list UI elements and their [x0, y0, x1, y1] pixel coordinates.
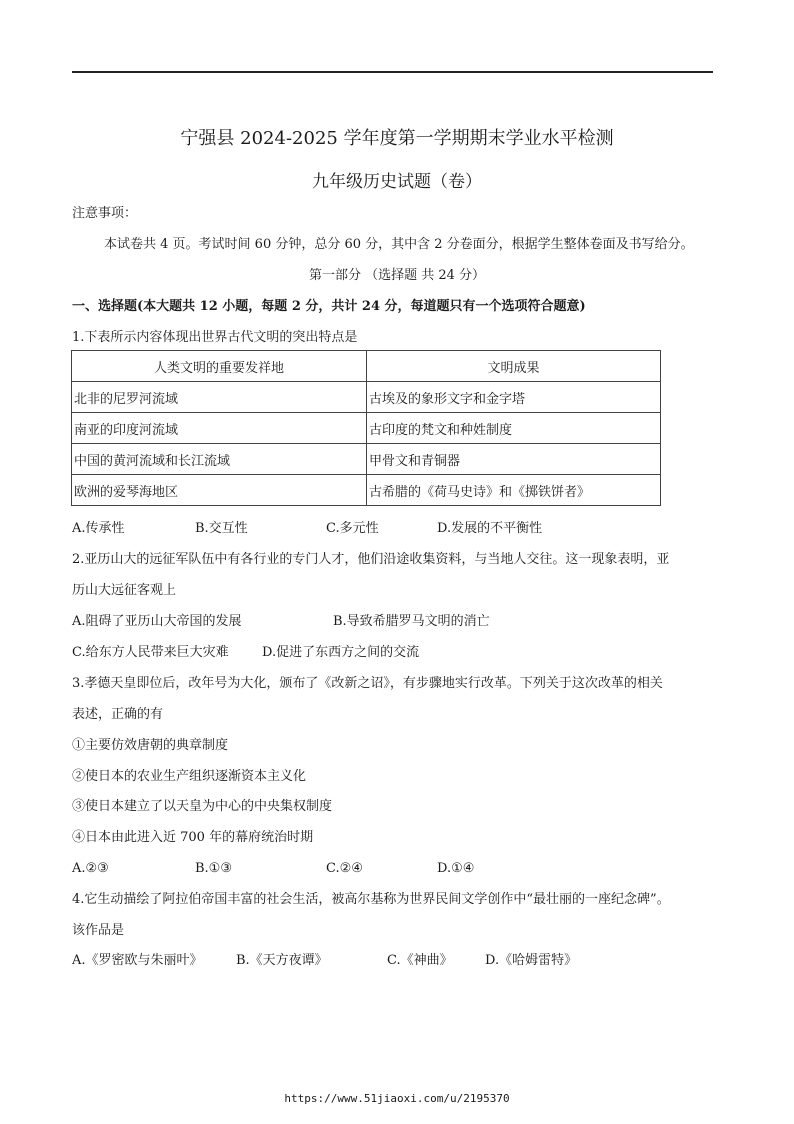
table-row: [72, 475, 661, 506]
table-cell: 南亚的印度河流域: [72, 413, 367, 444]
q1-option-a: A.传承性: [72, 521, 125, 536]
q3-option-d: D.①④: [437, 861, 475, 876]
table-cell: 甲骨文和青铜器: [367, 444, 661, 475]
table-cell: 欧洲的爱琴海地区: [72, 475, 367, 506]
table-row: [72, 413, 661, 444]
civilization-table: [71, 350, 661, 506]
table-cell: 中国的黄河流域和长江流域: [72, 444, 367, 475]
footer-url: https://www.51jiaoxi.com/u/2195370: [284, 1092, 510, 1105]
top-rule: [72, 71, 713, 73]
q1-option-c: C.多元性: [326, 521, 379, 536]
q3-item-4: ④日本由此进入近 700 年的幕府统治时期: [72, 830, 314, 845]
q3-option-c: C.②④: [326, 861, 363, 876]
table-cell: 北非的尼罗河流域: [72, 382, 367, 413]
q3-item-3: ③使日本建立了以天皇为中心的中央集权制度: [72, 799, 333, 814]
table-header-row: [72, 351, 661, 382]
q2-option-b: B.导致希腊罗马文明的消亡: [333, 614, 490, 629]
q1-stem: 1.下表所示内容体现出世界古代文明的突出特点是: [72, 330, 358, 345]
exam-subtitle: 九年级历史试题（卷）: [312, 172, 482, 192]
exam-title: 宁强县 2024-2025 学年度第一学期期末学业水平检测: [180, 128, 614, 149]
q3-option-b: B.①③: [195, 861, 232, 876]
table-cell: 古埃及的象形文字和金字塔: [367, 382, 661, 413]
q1-option-d: D.发展的不平衡性: [437, 521, 543, 536]
notice-label: 注意事项：: [72, 206, 138, 221]
q1-option-b: B.交互性: [195, 521, 248, 536]
q2-option-d: D.促进了东西方之间的交流: [262, 645, 420, 660]
q3-stem-line2: 表述，正确的有: [72, 707, 164, 722]
q4-option-c: C.《神曲》: [387, 953, 453, 968]
q3-stem-line1: 3.孝德天皇即位后，改年号为大化，颁布了《改新之诏》，有步骤地实行改革。下列关于这次改革的相关: [72, 676, 663, 691]
table-header-cell: 人类文明的重要发祥地: [72, 351, 367, 382]
q2-option-c: C.给东方人民带来巨大灾难: [72, 645, 229, 660]
q4-option-d: D.《哈姆雷特》: [485, 953, 578, 968]
q3-item-1: ①主要仿效唐朝的典章制度: [72, 738, 229, 753]
q3-option-a: A.②③: [72, 861, 109, 876]
section-heading: 一、选择题(本大题共 12 小题，每题 2 分，共计 24 分，每道题只有一个选项符合题意): [72, 299, 586, 314]
q3-item-2: ②使日本的农业生产组织逐渐资本主义化: [72, 769, 307, 784]
table-row: [72, 382, 661, 413]
table-header-cell: 文明成果: [367, 351, 661, 382]
table-row: [72, 444, 661, 475]
q4-option-a: A.《罗密欧与朱丽叶》: [72, 953, 203, 968]
q4-stem-line2: 该作品是: [72, 923, 125, 938]
q4-option-b: B.《天方夜谭》: [236, 953, 328, 968]
table-cell: 古希腊的《荷马史诗》和《掷铁饼者》: [367, 475, 661, 506]
q4-stem-line1: 4.它生动描绘了阿拉伯帝国丰富的社会生活，被高尔基称为世界民间文学创作中“最壮丽的一座纪念碑”。: [72, 892, 670, 907]
part1-title: 第一部分 （选择题 共 24 分）: [308, 268, 486, 283]
q2-stem-line2: 历山大远征客观上: [72, 583, 177, 598]
table-cell: 古印度的梵文和种姓制度: [367, 413, 661, 444]
notice-text: 本试卷共 4 页。考试时间 60 分钟，总分 60 分，其中含 2 分卷面分，根据学生整体卷面及书写给分。: [104, 237, 694, 252]
q2-option-a: A.阻碍了亚历山大帝国的发展: [72, 614, 242, 629]
q2-stem-line1: 2.亚历山大的远征军队伍中有各行业的专门人才，他们沿途收集资料，与当地人交往。这一现象表明，亚: [72, 552, 670, 567]
